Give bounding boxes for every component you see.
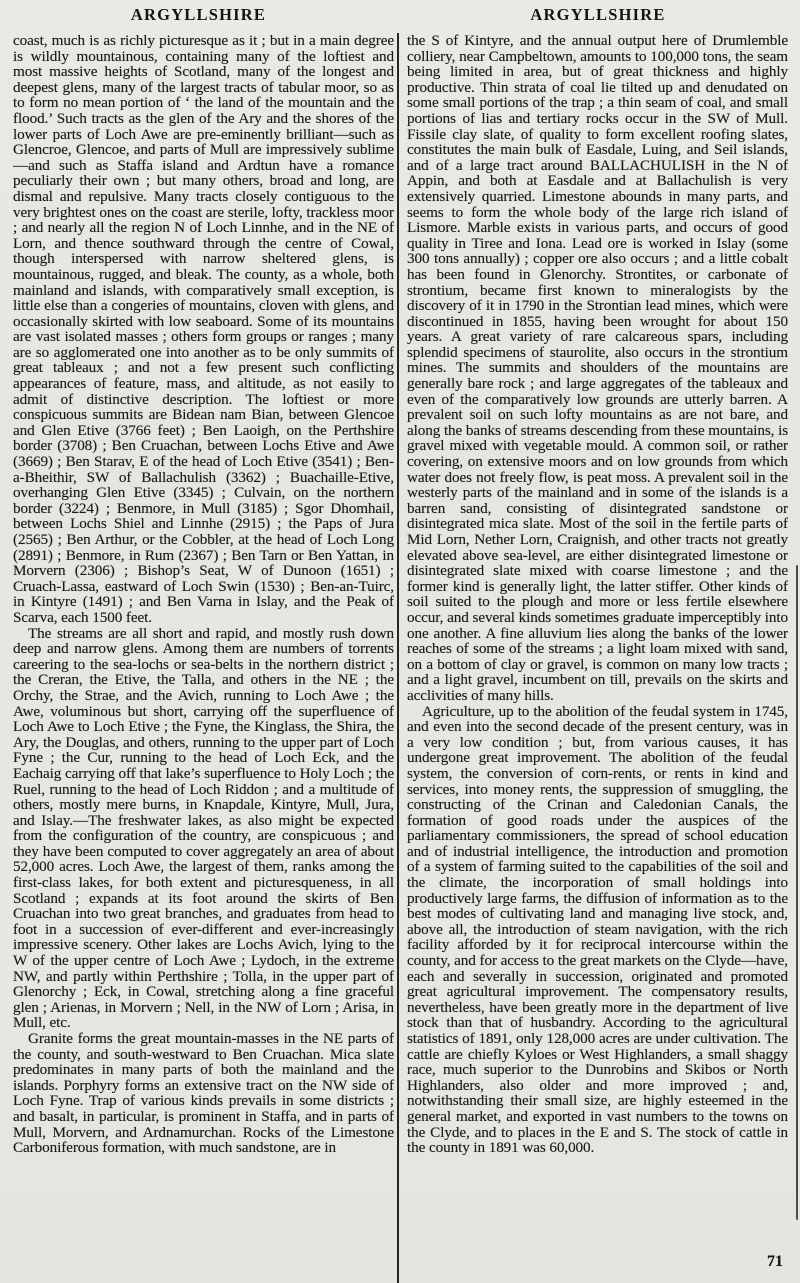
paragraph: The streams are all short and rapid, and mostly rush down deep and narrow glens. Among them are numbers of torrents careering to the sea-lochs or sea-belts in the northern district ; the Creran, the Etive, the Talla, and others in the NE ; the Orchy, the Strae, and the Avich, running to Loch Awe ; the Awe, voluminous but short, carrying off the superfluence of Loch Awe to Loch Etive ; the Fyne, the Kinglass, the Shira, the Ary, the Douglas, and others, running to the upper part of Loch Fyne ; the Cur, running to the head of Loch Eck, and the Eachaig carrying off that lake’s superfluence to Holy Loch ; the Ruel, running to the head of Loch Riddon ; and a multitude of others, mostly mere burns, in Knapdale, Kintyre, Mull, Jura, and Islay.—The freshwater lakes, as also might be expected from the configuration of the country, are conspicuous ; and they have been computed to cover aggregately an area of about 52,000 acres. Loch Awe, the largest of them, ranks among the first-class lakes, for both extent and picturesqueness, in all Scotland ; expands at its foot around the skirts of Ben Cruachan into two great branches, and graduates from head to foot in a succession of ever-different and ever-increasingly impressive scenery. Other lakes are Lochs Avich, lying to the W of the upper centre of Loch Awe ; Lydoch, in the extreme NW, and partly within Perthshire ; Tolla, in the upper part of Glenorchy ; Eck, in Cowal, stretching along a fine graceful glen ; Arienas, in Morvern ; Nell, in the NW of Lorn ; Arisa, in Mull, etc. <box>13 624 394 1032</box>
left-column-running-header: ARGYLLSHIRE <box>130 5 267 24</box>
paragraph: the S of Kintyre, and the annual output here of Drumlemble colliery, near Campbeltown, amounts to 100,000 tons, the seam being limited in area, but of great thickness and highly productive. Thin strata of coal lie tilted up and denudated on some small portions of the trap ; a thin seam of coal, and small portions of lias and tertiary rocks occur in the SW of Mull. Fissile clay slate, of quality to form excellent roofing slates, constitutes the main bulk of Easdale, Luing, and Seil islands, and of a large tract around BALLACHULISH in the N of Appin, and both at Easdale and at Ballachulish is very extensively quarried. Limestone abounds in many parts, and seems to form the whole body of the large rich island of Lismore. Marble exists in various parts, and occurs of good quality in Tiree and Iona. Lead ore is worked in Islay (some 300 tons annually) ; copper ore also occurs ; and a little cobalt has been found in Glenorchy. Strontites, or carbonate of strontium, became first known to mineralogists by the discovery of it in 1790 in the Strontian lead mines, which were discontinued in 1855, having been wrought for about 150 years. A great variety of rare calcareous spars, including splendid specimens of staurolite, also occurs in the strontium mines. The summits and shoulders of the mountains are generally bare rock ; and large aggregates of the tableaux and even of the comparatively low grounds are utterly barren. A prevalent soil on such lofty mountains as are not bare, and along the banks of streams descending from these mountains, is gravel mixed with vegetable mould. A common soil, or rather covering, on extensive moors and on low grounds from which water does not freely flow, is peat moss. A prevalent soil in the westerly parts of the mainland and in some of the islands is a barren sand, consisting of disintegrated sandstone or disintegrated mica slate. Most of the soil in the fertile parts of Mid Lorn, Nether Lorn, Craignish, and other tracts not greatly elevated above sea-level, are either disintegrated limestone or disintegrated slate mixed with coarse limestone ; and the former kind is generally light, the latter stiffer. Other kinds of soil suited to the plough and more or less fertile elsewhere occur, and several kinds sometimes graduate imperceptibly into one another. A fine alluvium lies along the banks of the lower reaches of some of the streams ; a light loam mixed with sand, on a bottom of clay or gravel, is common on many low tracts ; and a light gravel, incumbent on till, prevails on the skirts and acclivities of many hills. <box>407 33 788 704</box>
right-column-running-header: ARGYLLSHIRE <box>530 5 666 24</box>
column-divider-rule <box>397 33 399 1283</box>
paragraph: Agriculture, up to the abolition of the feudal system in 1745, and even into the second decade of the present century, was in a very low condition ; but, from various causes, it has undergone great improvement. The abolition of the feudal system, the conversion of corn-rents, or rents in kind and services, into money rents, the suppression of smuggling, the constructing of the Crinan and Caledonian Canals, the formation of good roads under the auspices of the parliamentary commissioners, the spread of school education and of industrial intelligence, the introduction and promotion of a system of farming suited to the capabilities of the soil and the climate, the incorporation of small holdings into productively large farms, the diffusion of information as to the best modes of cultivating land and managing live stock, and, above all, the introduction of steam navigation, with the rich facility afforded by it for reciprocal intercourse within the county, and for access to the great markets on the Clyde—have, each and severally in succession, originated and promoted great agricultural improvement. The compensatory results, nevertheless, have been greatly more in the department of live stock than that of husbandry. According to the agricultural statistics of 1891, only 128,000 acres are under cultivation. The cattle are chiefly Kyloes or West Highlanders, a small shaggy race, much superior to the Dunrobins and Skibos or North Highlanders, also older and more improved ; and, notwithstanding their small size, are highly esteemed in the general market, and exported in vast numbers to the towns on the Clyde, and to places in the E and S. The stock of cattle in the county in 1891 was 60,000. <box>407 702 788 1156</box>
page-number: 71 <box>767 1253 783 1270</box>
left-text-column <box>13 33 394 1156</box>
paragraph: coast, much is as richly picturesque as it ; but in a main degree is wildly mountainous, containing many of the loftiest and most massive heights of Scotland, many of the longest and deepest glens, many of the largest tracts of tabular moor, so as to form no mean portion of ‘ the land of the mountain and the flood.’ Such tracts as the glen of the Ary and the shores of the lower parts of Loch Awe are pre-eminently brilliant—such as Glencroe, Glencoe, and parts of Mull are impressively sublime—and such as Staffa island and Ardtun have a romance peculiarly their own ; but many others, broad and long, are dismal and repulsive. Many tracts closely contiguous to the very brightest ones on the coast are sterile, lofty, trackless moor ; and nearly all the region N of Loch Linnhe, and in the NE of Lorn, and thence southward through the centre of Cowal, though interspersed with narrow sheltered glens, is mountainous, rugged, and bleak. The county, as a whole, both mainland and islands, with comparatively small exception, is little else than a congeries of mountains, cloven with glens, and occasionally skirted with low seaboard. Some of its mountains are vast isolated masses ; others form groups or ranges ; many are so agglomerated one into another as to be only summits of great tableaux ; and not a few present such conflicting appearances of feature, mass, and altitude, as not easily to admit of distinctive description. The loftiest or more conspicuous summits are Bidean nam Bian, between Glencoe and Glen Etive (3766 feet) ; Ben Laoigh, on the Perthshire border (3708) ; Ben Cruachan, between Lochs Etive and Awe (3669) ; Ben Starav, E of the head of Loch Etive (3541) ; Ben-a-Bheithir, SW of Ballachulish (3362) ; Buachaille-Etive, overhanging Glen Etive (3345) ; Culvain, on the northern border (3224) ; Benmore, in Mull (3185) ; Sgor Dhomhail, between Lochs Shiel and Linnhe (2915) ; the Paps of Jura (2565) ; Ben Arthur, or the Cobbler, at the head of Loch Long (2891) ; Benmore, in Rum (2367) ; Ben Tarn or Ben Yattan, in Morvern (2306) ; Bishop’s Seat, W of Dunoon (1651) ; Cruach-Lassa, eastward of Loch Swin (1530) ; Ben-an-Tuirc, in Kintyre (1491) ; and Ben Varna in Islay, and the Peak of Scarva, each 1500 feet. <box>13 33 394 626</box>
paragraph: Granite forms the great mountain-masses in the NE parts of the county, and south-westward to Ben Cruachan. Mica slate predominates in many parts of both the mainland and the islands. Porphyry forms an extensive tract on the NW side of Loch Fyne. Trap of various kinds prevails in some districts ; and basalt, in particular, is prominent in Staffa, and in parts of Mull, Morvern, and Ardnamurchan. Rocks of the Limestone Carboniferous formation, with much sandstone, are in <box>13 1030 394 1156</box>
scan-edge-artifact <box>796 565 798 1220</box>
right-text-column <box>407 33 788 1156</box>
